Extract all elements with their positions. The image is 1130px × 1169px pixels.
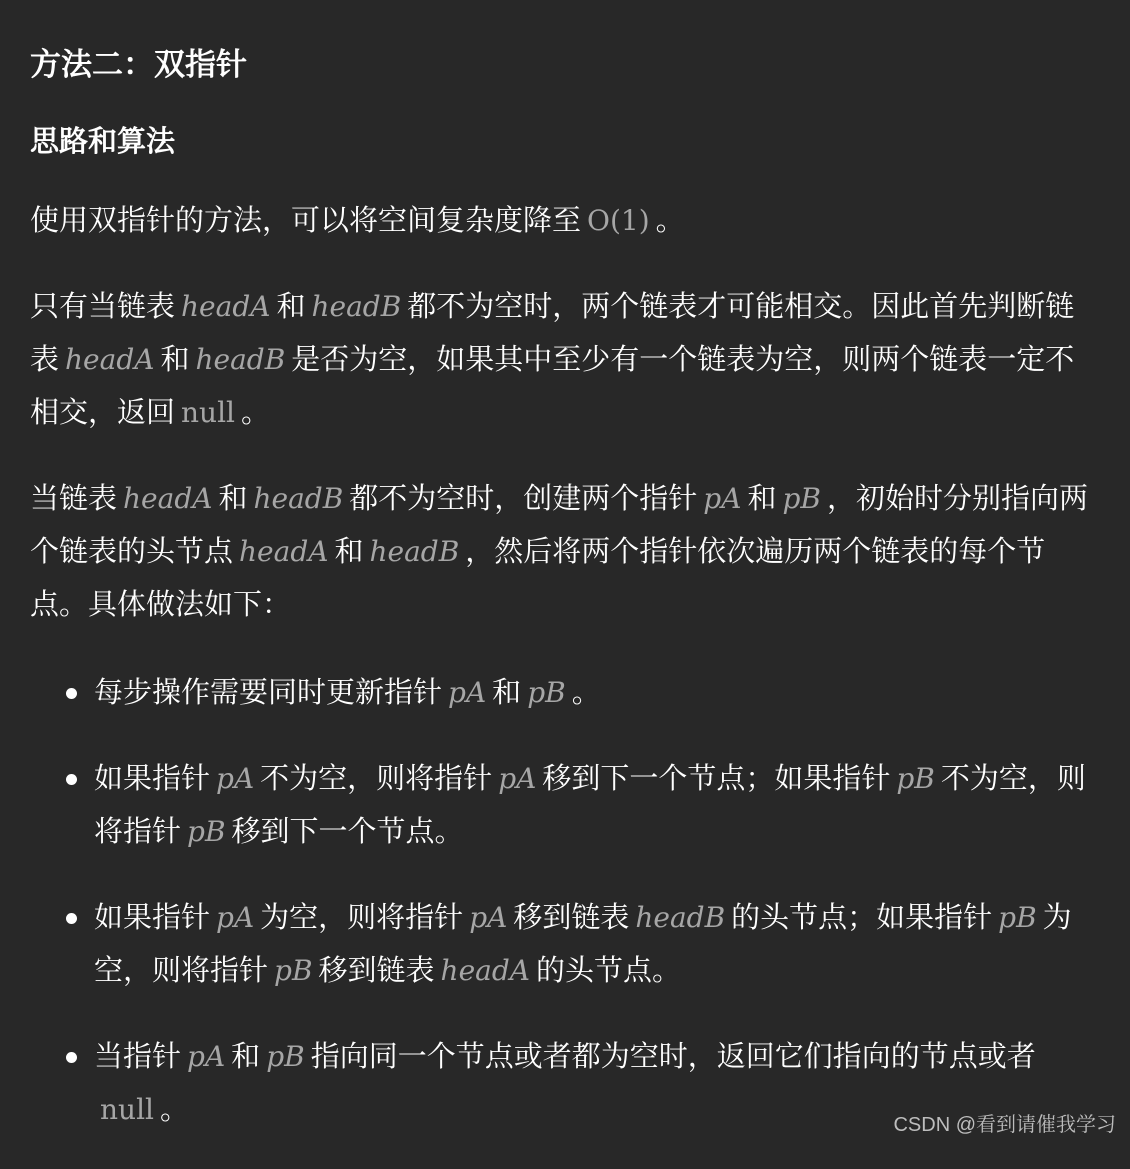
text: 。 xyxy=(241,395,271,429)
watermark: CSDN @看到请催我学习 xyxy=(893,1114,1116,1136)
text: 。 xyxy=(655,203,685,237)
text: 不为空，则将指针 xyxy=(260,761,493,795)
math-var: pA xyxy=(448,676,487,709)
text: 为空，则将指针 xyxy=(94,900,1072,987)
math-complexity: O(1) xyxy=(587,204,650,237)
math-var: pA xyxy=(187,1040,226,1073)
math-var: headA xyxy=(123,482,213,515)
text: 的头节点。 xyxy=(535,953,681,987)
math-var: headB xyxy=(635,901,726,934)
math-var: pA xyxy=(216,762,255,795)
math-var: headA xyxy=(181,290,271,323)
bullet-icon xyxy=(66,688,77,699)
math-var: headA xyxy=(65,343,155,376)
text: 都不为空时，创建两个指针 xyxy=(349,481,698,515)
math-var: pB xyxy=(998,901,1037,934)
text: 为空，则将指针 xyxy=(260,900,464,934)
bullet-icon xyxy=(66,774,77,785)
text: ，初始时分别指向两个链表的头节点 xyxy=(30,481,1088,568)
text: 不为空，则将指针 xyxy=(94,761,1086,848)
text: 和 xyxy=(334,534,364,568)
math-var: pA xyxy=(703,482,742,515)
text: 。 xyxy=(159,1092,189,1126)
math-var: headB xyxy=(253,482,344,515)
math-var: null xyxy=(100,1093,154,1126)
section-subtitle: 思路和算法 xyxy=(30,124,176,158)
text: 的头节点；如果指针 xyxy=(731,900,993,934)
text: 移到下一个节点。 xyxy=(231,814,464,848)
text: 和 xyxy=(276,289,306,323)
steps-list xyxy=(30,666,1102,1136)
paragraph-null-check xyxy=(30,280,1102,439)
math-var: pB xyxy=(266,1040,305,1073)
text: 指向同一个节点或者都为空时，返回它们指向的节点或者 xyxy=(310,1039,1036,1073)
text: 和 xyxy=(160,342,190,376)
article-content xyxy=(30,38,1102,1169)
text: 只有当链表 xyxy=(30,289,176,323)
list-item xyxy=(30,752,1102,858)
math-var: pB xyxy=(896,762,935,795)
text: 和 xyxy=(231,1039,261,1073)
math-var: null xyxy=(181,396,235,429)
math-var: headB xyxy=(195,343,286,376)
math-var: pA xyxy=(498,762,537,795)
list-item xyxy=(30,891,1102,997)
math-var: headB xyxy=(369,535,460,568)
bullet-icon xyxy=(66,913,77,924)
math-var: pB xyxy=(274,954,313,987)
paragraph-pointers xyxy=(30,472,1102,631)
text: 当链表 xyxy=(30,481,118,515)
text: 使用双指针的方法，可以将空间复杂度降至 xyxy=(30,203,582,237)
math-var: headA xyxy=(239,535,329,568)
math-var: pB xyxy=(782,482,821,515)
text: ，然后将两个指针依次遍历两个链表的每个节点。具体做法如下： xyxy=(30,534,1046,621)
text: 如果指针 xyxy=(94,900,211,934)
bullet-icon xyxy=(66,1052,77,1063)
text: 是否为空，如果其中至少有一个链表为空，则两个链表一定不相交，返回 xyxy=(30,342,1075,429)
text: 和 xyxy=(747,481,777,515)
text: 移到链表 xyxy=(318,953,435,987)
list-item xyxy=(30,666,1102,719)
text: 移到下一个节点；如果指针 xyxy=(542,761,891,795)
text: 如果指针 xyxy=(94,761,211,795)
math-var: pA xyxy=(216,901,255,934)
text: 都不为空时，两个链表才可能相交。因此首先判断链表 xyxy=(30,289,1075,376)
paragraph-intro xyxy=(30,194,1102,247)
text: 和 xyxy=(492,675,522,709)
text: 当指针 xyxy=(94,1039,182,1073)
math-var: headA xyxy=(440,954,530,987)
math-var: pA xyxy=(469,901,508,934)
text: 和 xyxy=(218,481,248,515)
text: 每步操作需要同时更新指针 xyxy=(94,675,443,709)
math-var: pB xyxy=(527,676,566,709)
math-var: pB xyxy=(187,815,226,848)
section-title: 方法二：双指针 xyxy=(30,47,247,83)
text: 。 xyxy=(571,675,601,709)
math-var: headB xyxy=(311,290,402,323)
text: 移到链表 xyxy=(513,900,630,934)
